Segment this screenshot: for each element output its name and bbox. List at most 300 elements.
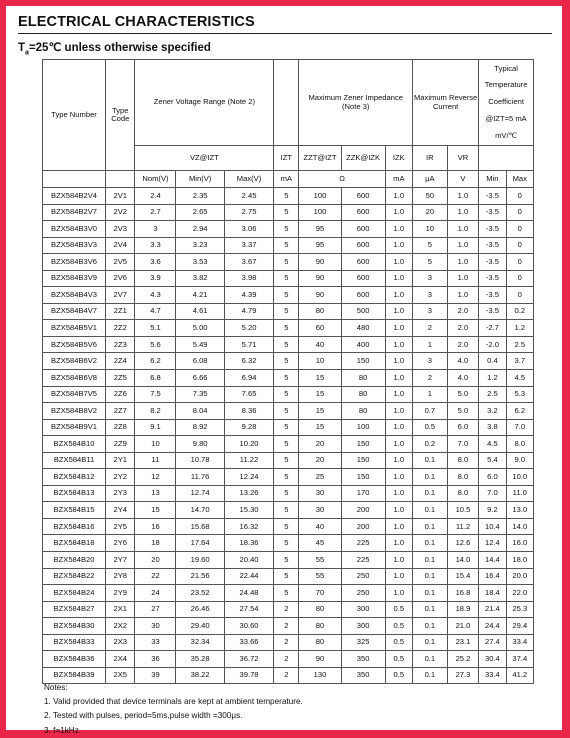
table-cell: 30 [135,618,176,635]
table-cell: 2.7 [135,204,176,221]
table-cell: 250 [341,585,385,602]
table-cell: 600 [341,237,385,254]
table-cell: 1.0 [447,237,479,254]
table-cell: 1.0 [385,287,412,304]
table-cell: 13.0 [506,502,533,519]
table-cell: 2.0 [447,320,479,337]
table-cell: 0.1 [413,485,448,502]
table-row [43,270,534,287]
table-cell: 18.36 [224,535,273,552]
table-row [43,204,534,221]
header-vr: VR [447,146,479,171]
table-cell: BZX584B3V6 [43,254,106,271]
table-cell: 150 [341,452,385,469]
table-cell: 8.0 [447,452,479,469]
table-cell: 3.06 [224,221,273,238]
table-cell: 0.4 [479,353,506,370]
table-cell: 100 [299,204,341,221]
table-cell: 5 [274,204,299,221]
table-cell: 1.0 [385,552,412,569]
table-cell: 2Z8 [106,419,135,436]
table-cell: 4.5 [479,436,506,453]
table-cell: 29.40 [176,618,224,635]
table-cell: 10 [299,353,341,370]
table-row [43,419,534,436]
note-1: 1. Valid provided that device terminals are kept at ambient temperature. [44,697,303,707]
table-cell: 1.0 [385,204,412,221]
table-cell: 80 [341,370,385,387]
table-cell: 2 [274,634,299,651]
table-cell: 0.1 [413,568,448,585]
table-cell: 6.2 [506,403,533,420]
table-cell: 27.3 [447,667,479,684]
table-cell: 5 [274,502,299,519]
temp-coeff-line3: Coefficient [488,97,524,107]
table-cell: 14.0 [447,552,479,569]
header-unit-ohm: Ω [299,171,385,188]
table-cell: 5 [274,568,299,585]
table-cell: 60 [299,320,341,337]
table-cell: 2Y2 [106,469,135,486]
temp-coeff-line2: Temperature [484,80,528,90]
section-title: ELECTRICAL CHARACTERISTICS [18,14,255,30]
table-cell: 0.1 [413,651,448,668]
table-cell: 600 [341,270,385,287]
table-cell: 1.0 [385,452,412,469]
note-3: 3. f=1kHz. [44,725,82,735]
table-cell: 200 [341,502,385,519]
table-cell: 0 [506,221,533,238]
table-cell: 600 [341,188,385,205]
table-cell: 3 [413,270,448,287]
table-cell: 1.0 [385,237,412,254]
table-cell: 20 [135,552,176,569]
table-cell: 4.79 [224,303,273,320]
table-cell: 5 [274,469,299,486]
table-cell: 7.35 [176,386,224,403]
table-cell: 1.0 [447,204,479,221]
table-cell: 14.0 [506,518,533,535]
table-cell: 5.20 [224,320,273,337]
table-cell: BZX584B15 [43,502,106,519]
table-cell: 2.65 [176,204,224,221]
table-cell: 0.5 [385,601,412,618]
table-cell: 2V1 [106,188,135,205]
table-cell: 2X4 [106,651,135,668]
table-cell: 8.2 [135,403,176,420]
table-cell: 2V6 [106,270,135,287]
table-cell: 5 [274,552,299,569]
table-cell: 1.0 [447,270,479,287]
table-cell: 3.2 [479,403,506,420]
table-cell: 1.0 [385,303,412,320]
table-cell: 5.0 [447,386,479,403]
table-cell: 15 [135,502,176,519]
table-cell: 13 [135,485,176,502]
table-cell: 12.24 [224,469,273,486]
header-zzt: ZZT@IZT [299,146,341,171]
table-cell: 40 [299,336,341,353]
table-cell: 20 [299,452,341,469]
table-cell: 2 [274,667,299,684]
table-cell: 0.5 [385,618,412,635]
condition-text: =25℃ unless otherwise specified [28,42,211,54]
table-cell: 3.98 [224,270,273,287]
table-row [43,485,534,502]
header-type-code: Type Code [106,60,135,171]
table-cell: 95 [299,221,341,238]
condition-prefix: T [18,42,26,54]
header-spacer [274,60,299,146]
table-cell: 16.0 [506,535,533,552]
table-cell: 5.4 [479,452,506,469]
table-cell: 45 [299,535,341,552]
table-cell: 35.28 [176,651,224,668]
header-zzk: ZZK@IZK [341,146,385,171]
table-cell: 20 [413,204,448,221]
table-cell: 8.0 [447,485,479,502]
table-cell: 18.0 [506,552,533,569]
table-cell: 1.0 [385,485,412,502]
table-cell: 2.94 [176,221,224,238]
table-cell: 1.2 [479,370,506,387]
table-cell: 23.1 [447,634,479,651]
table-cell: 3.23 [176,237,224,254]
table-cell: 1.0 [385,270,412,287]
table-cell: 2.45 [224,188,273,205]
condition-subscript: a [25,49,29,57]
table-cell: 80 [341,403,385,420]
table-cell: 150 [341,353,385,370]
table-cell: 24 [135,585,176,602]
header-max: Max [506,171,533,188]
table-cell: 2.0 [447,303,479,320]
table-cell: BZX584B6V8 [43,370,106,387]
table-cell: 2Z9 [106,436,135,453]
table-cell: 41.2 [506,667,533,684]
table-row [43,386,534,403]
table-row [43,221,534,238]
table-cell: 3.7 [506,353,533,370]
table-cell: 27.4 [479,634,506,651]
table-cell: -3.5 [479,270,506,287]
characteristics-table [42,59,534,684]
table-cell: 12 [135,469,176,486]
table-cell: 22.44 [224,568,273,585]
table-cell: 10.0 [506,469,533,486]
table-cell: 1.0 [385,568,412,585]
table-cell: 0 [506,254,533,271]
header-unit-ua: μA [413,171,448,188]
header-blank-1 [43,171,106,188]
table-cell: 25 [299,469,341,486]
table-cell: 22 [135,568,176,585]
table-cell: 11.22 [224,452,273,469]
table-row [43,370,534,387]
table-cell: 1.0 [385,254,412,271]
table-cell: 27 [135,601,176,618]
table-cell: 2Y9 [106,585,135,602]
table-cell: 5.6 [135,336,176,353]
table-cell: 55 [299,552,341,569]
table-cell: 20.0 [506,568,533,585]
table-cell: BZX584B7V5 [43,386,106,403]
table-cell: 5.1 [135,320,176,337]
table-cell: BZX584B39 [43,667,106,684]
title-divider [18,33,552,34]
table-cell: 5 [274,254,299,271]
table-cell: 1.0 [385,336,412,353]
table-cell: 2 [413,370,448,387]
header-reverse-current: Maximum Reverse Current [413,60,479,146]
table-cell: 130 [299,667,341,684]
table-cell: 0.1 [413,585,448,602]
table-cell: 4.7 [135,303,176,320]
table-cell: 325 [341,634,385,651]
table-body [43,188,534,684]
table-cell: 225 [341,552,385,569]
table-row [43,552,534,569]
table-cell: -2.7 [479,320,506,337]
table-cell: 7.0 [447,436,479,453]
table-cell: 27.54 [224,601,273,618]
table-cell: 150 [341,469,385,486]
table-row [43,535,534,552]
table-cell: 1.2 [506,320,533,337]
table-cell: 80 [299,601,341,618]
table-cell: 80 [299,634,341,651]
table-cell: 5.71 [224,336,273,353]
table-cell: 1 [413,336,448,353]
table-cell: 225 [341,535,385,552]
table-row [43,188,534,205]
table-row [43,634,534,651]
table-cell: 2.0 [447,336,479,353]
table-cell: 1.0 [447,287,479,304]
table-cell: 7.0 [506,419,533,436]
table-cell: BZX584B3V9 [43,270,106,287]
table-cell: 16.32 [224,518,273,535]
table-cell: 10 [413,221,448,238]
table-cell: 15 [299,370,341,387]
table-cell: 90 [299,254,341,271]
table-cell: 95 [299,237,341,254]
header-zener-voltage-range: Zener Voltage Range (Note 2) [135,60,274,146]
table-cell: 250 [341,568,385,585]
table-cell: 8.0 [447,469,479,486]
table-cell: 400 [341,336,385,353]
table-cell: 3.9 [135,270,176,287]
header-izt: IZT [274,146,299,171]
table-cell: 3 [413,303,448,320]
table-cell: BZX584B30 [43,618,106,635]
table-cell: 7.0 [479,485,506,502]
table-cell: 70 [299,585,341,602]
table-cell: 15.4 [447,568,479,585]
table-cell: 22.0 [506,585,533,602]
table-cell: -3.5 [479,303,506,320]
table-cell: 600 [341,204,385,221]
table-cell: 2.4 [135,188,176,205]
table-row [43,518,534,535]
table-cell: 30.60 [224,618,273,635]
table-cell: 6.2 [135,353,176,370]
table-cell: 0 [506,270,533,287]
table-cell: 3.3 [135,237,176,254]
table-row [43,601,534,618]
table-cell: BZX584B3V0 [43,221,106,238]
table-cell: 16 [135,518,176,535]
table-cell: 20.40 [224,552,273,569]
table-cell: 0 [506,237,533,254]
table-cell: BZX584B4V3 [43,287,106,304]
table-cell: 5 [274,452,299,469]
table-cell: 350 [341,651,385,668]
table-cell: 24.48 [224,585,273,602]
temp-coeff-line1: Typical [494,63,518,73]
table-cell: 2Z6 [106,386,135,403]
table-cell: 2 [274,651,299,668]
table-cell: -3.5 [479,188,506,205]
table-cell: 4.39 [224,287,273,304]
table-cell: BZX584B36 [43,651,106,668]
table-cell: 0 [506,204,533,221]
table-cell: 1.0 [385,419,412,436]
table-cell: 1.0 [385,353,412,370]
table-cell: BZX584B20 [43,552,106,569]
table-cell: BZX584B10 [43,436,106,453]
table-row [43,585,534,602]
table-cell: 26.46 [176,601,224,618]
table-cell: 10 [135,436,176,453]
table-cell: BZX584B24 [43,585,106,602]
header-nom: Nom(V) [135,171,176,188]
table-cell: 18 [135,535,176,552]
table-cell: 3.67 [224,254,273,271]
table-cell: 2 [274,601,299,618]
table-cell: 10.5 [447,502,479,519]
table-cell: BZX584B6V2 [43,353,106,370]
table-cell: 12.6 [447,535,479,552]
table-cell: 10.4 [479,518,506,535]
table-cell: 1.0 [385,502,412,519]
table-cell: 11.2 [447,518,479,535]
table-cell: 7.5 [135,386,176,403]
table-cell: -3.5 [479,221,506,238]
table-cell: 6.0 [447,419,479,436]
table-cell: 25.3 [506,601,533,618]
table-cell: 0.5 [385,634,412,651]
table-cell: 3.53 [176,254,224,271]
table-cell: -3.5 [479,204,506,221]
table-row [43,502,534,519]
table-row [43,403,534,420]
table-cell: 90 [299,651,341,668]
table-cell: 50 [413,188,448,205]
table-cell: 18.9 [447,601,479,618]
table-cell: 2V3 [106,221,135,238]
test-condition [18,40,211,56]
table-cell: 8.0 [506,436,533,453]
table-cell: 39.78 [224,667,273,684]
table-cell: 2Z2 [106,320,135,337]
table-cell: 19.60 [176,552,224,569]
table-row [43,254,534,271]
table-cell: 2Y5 [106,518,135,535]
table-cell: 2Z1 [106,303,135,320]
table-cell: 8.92 [176,419,224,436]
table-cell: 5 [274,353,299,370]
table-cell: 2.5 [506,336,533,353]
table-cell: 2X5 [106,667,135,684]
header-ir: IR [413,146,448,171]
table-row [43,336,534,353]
table-cell: 80 [341,386,385,403]
table-row [43,568,534,585]
table-cell: BZX584B3V3 [43,237,106,254]
table-cell: 2X1 [106,601,135,618]
table-cell: 100 [341,419,385,436]
table-cell: 5 [274,188,299,205]
table-cell: 5 [274,419,299,436]
table-cell: 3 [413,287,448,304]
table-cell: BZX584B5V1 [43,320,106,337]
header-unit-ma-2: mA [385,171,412,188]
table-cell: 16.8 [447,585,479,602]
table-cell: 21.0 [447,618,479,635]
table-cell: 16.4 [479,568,506,585]
table-cell: 33.66 [224,634,273,651]
table-cell: BZX584B27 [43,601,106,618]
table-cell: 90 [299,270,341,287]
table-cell: 80 [299,618,341,635]
table-cell: 5 [274,485,299,502]
table-cell: 14.70 [176,502,224,519]
table-cell: 5 [413,237,448,254]
header-blank-2 [106,171,135,188]
table-cell: 3.6 [135,254,176,271]
table-cell: 10.20 [224,436,273,453]
table-cell: BZX584B12 [43,469,106,486]
table-cell: 5 [274,386,299,403]
table-cell: 7.65 [224,386,273,403]
table-cell: 2Z4 [106,353,135,370]
table-cell: 0 [506,188,533,205]
table-cell: 15 [299,386,341,403]
table-cell: 6.66 [176,370,224,387]
table-cell: 23.52 [176,585,224,602]
table-cell: 25.2 [447,651,479,668]
table-cell: 32.34 [176,634,224,651]
table-cell: 2Y4 [106,502,135,519]
table-cell: 5 [274,303,299,320]
table-cell: 2.35 [176,188,224,205]
datasheet-page [6,6,562,735]
table-cell: 300 [341,601,385,618]
header-temp-blank [479,146,534,171]
table-cell: 12.4 [479,535,506,552]
table-cell: 5 [274,237,299,254]
header-izk: IZK [385,146,412,171]
table-cell: 3.82 [176,270,224,287]
table-cell: 10.78 [176,452,224,469]
table-cell: 6.32 [224,353,273,370]
table-row [43,320,534,337]
table-cell: -3.5 [479,254,506,271]
table-cell: 600 [341,254,385,271]
table-cell: 5 [413,254,448,271]
header-vz: VZ@IZT [135,146,274,171]
